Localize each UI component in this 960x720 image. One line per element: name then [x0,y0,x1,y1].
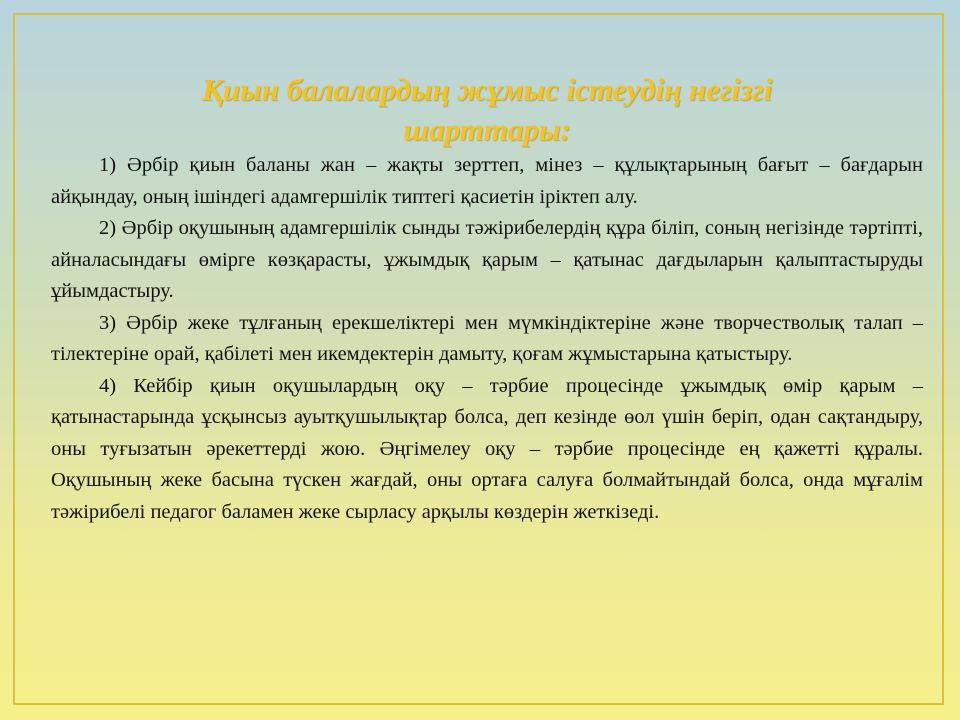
title-line-1: Қиын балалардың жұмыс істеудің негізгі [201,72,773,107]
slide-content [51,70,923,528]
paragraph-1: 1) Әрбір қиын баланы жан – жақты зерттеп, мінез – құлықтарының бағыт – бағдарын айқындау, оның ішіндегі адамгершілік типтегі қасиетін іріктеп алу. [51,154,923,208]
slide-title [51,70,923,150]
paragraph-2: 2) Әрбір оқушының адамгершілік сынды тәжірибелердің құра біліп, соның негізінде тәртіпті, айналасындағы өмірге көзқарасты, ұжымдық қарым – қатынас дағдыларын қалыптастыруды ұйымдастыру. [51,217,923,302]
paragraph-3: 3) Әрбір жеке тұлғаның ерекшеліктері мен мүмкіндіктеріне және творчестволық талап – тілектеріне орай, қабілеті мен икемдектерін дамыту, қоғам жұмыстарына қатыстыру. [51,311,923,365]
paragraph-4: 4) Кейбір қиын оқушылардың оқу – тәрбие процесінде ұжымдық өмір қарым – қатынастарында ұсқынсыз ауытқушылықтар болса, деп кезінде өол үшін беріп, одан сақтандыру, оны туғызатын әрекеттерді жою. Әңгімелеу оқу – тәрбие процесінде ең қажетті құралы. Оқушының жеке басына түскен жағдай, оны ортаға салуға болмайтындай болса, онда мұғалім тәжірибелі педагог баламен жеке сырласу арқылы көздерін жеткізеді. [51,374,923,523]
title-line-2: шарттары: [403,112,571,147]
